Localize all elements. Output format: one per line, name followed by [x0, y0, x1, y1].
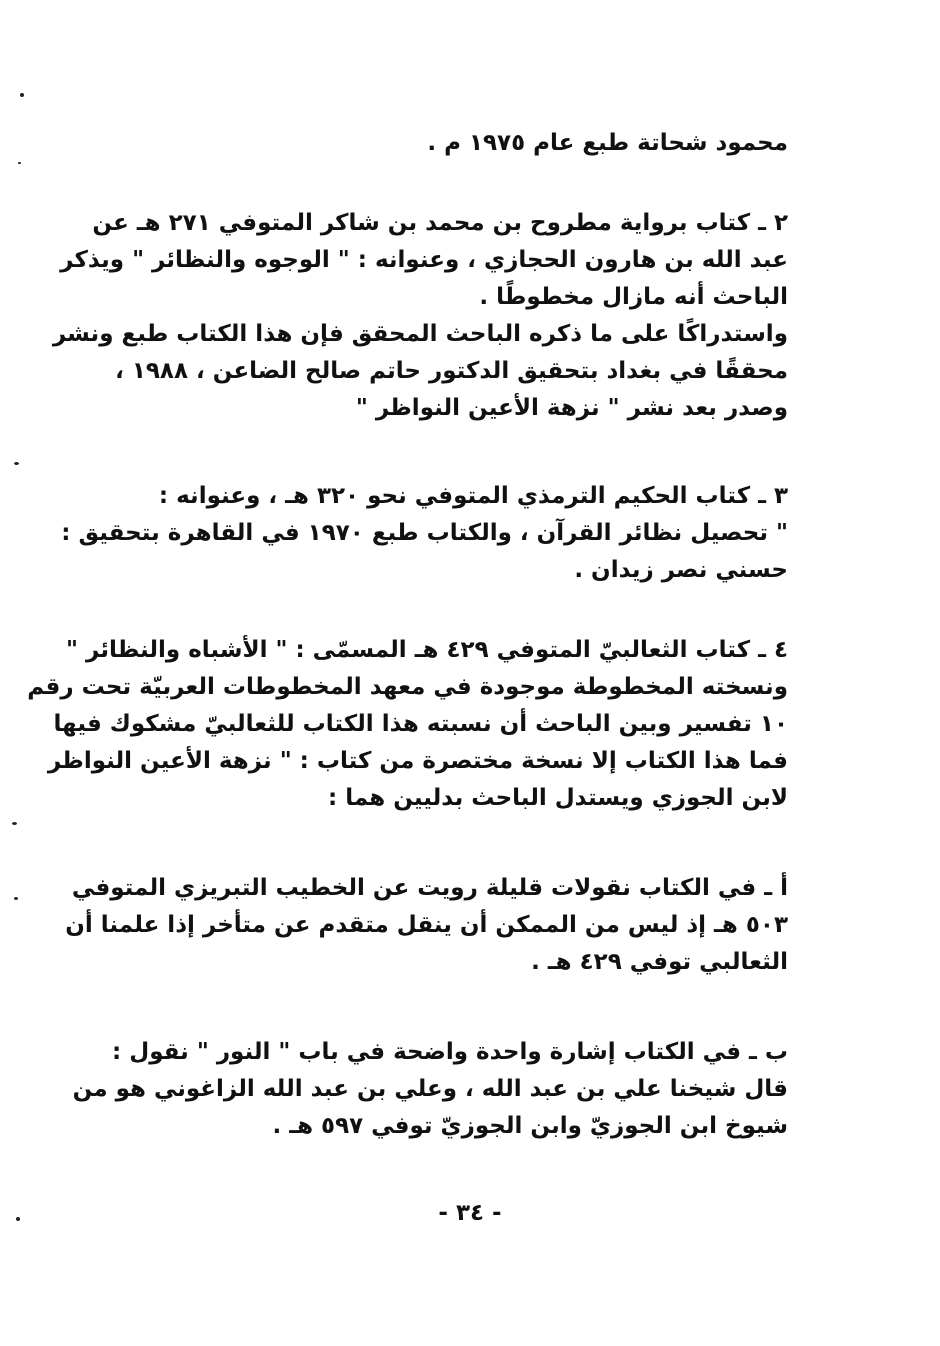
- text-line: شيوخ ابن الجوزيّ وابن الجوزيّ توفي ٥٩٧ هـ .: [272, 1113, 788, 1139]
- scan-speck: [14, 462, 19, 465]
- paragraph-1: [52, 205, 788, 427]
- text-line: محققًا في بغداد بتحقيق الدكتور حاتم صالح الضاعن ، ١٩٨٨ ،: [115, 358, 788, 384]
- paragraph-5: [72, 1034, 788, 1145]
- text-line: عبد الله بن هارون الحجازي ، وعنوانه : " الوجوه والنظائر " ويذكر: [60, 247, 788, 273]
- text-line: ٥٠٣ هـ إذ ليس من الممكن أن ينقل متقدم عن متأخر إذا علمنا أن: [65, 912, 788, 938]
- scan-speck: [16, 1217, 20, 1221]
- text-line: أ ـ في الكتاب نقولات قليلة رويت عن الخطيب التبريزي المتوفي: [71, 875, 788, 901]
- text-line: ٤ ـ كتاب الثعالبيّ المتوفي ٤٢٩ هـ المسمّى : " الأشباه والنظائر ": [66, 637, 788, 663]
- paragraph-4: [65, 870, 788, 981]
- text-line: فما هذا الكتاب إلا نسخة مختصرة من كتاب : " نزهة الأعين النواظر: [47, 748, 788, 774]
- text-line: ٢ ـ كتاب برواية مطروح بن محمد بن شاكر المتوفي ٢٧١ هـ عن: [92, 210, 788, 236]
- text-line: الثعالبي توفي ٤٢٩ هـ .: [531, 949, 788, 975]
- paragraph-0: [128, 125, 788, 162]
- text-line: قال شيخنا علي بن عبد الله ، وعلي بن عبد الله الزاغوني هو من: [72, 1076, 788, 1102]
- text-line: ونسخته المخطوطة موجودة في معهد المخطوطات العربيّة تحت رقم: [27, 674, 788, 700]
- text-line: واستدراكًا على ما ذكره الباحث المحقق فإن هذا الكتاب طبع ونشر: [52, 321, 788, 347]
- scan-speck: [20, 93, 24, 97]
- text-line: محمود شحاتة طبع عام ١٩٧٥ م .: [427, 130, 788, 156]
- text-line: حسني نصر زيدان .: [574, 557, 788, 583]
- text-line: وصدر بعد نشر " نزهة الأعين النواظر ": [355, 395, 788, 421]
- scan-speck: [18, 162, 21, 164]
- paragraph-3: [27, 632, 788, 817]
- text-line: الباحث أنه مازال مخطوطًا .: [479, 284, 788, 310]
- text-line: ب ـ في الكتاب إشارة واحدة واضحة في باب " النور " نقول :: [112, 1039, 788, 1065]
- page-number: - ٣٤ -: [438, 1200, 502, 1226]
- scan-speck: [14, 897, 18, 900]
- paragraph-2: [61, 478, 788, 589]
- text-line: ١٠ تفسير وبين الباحث أن نسبته هذا الكتاب للثعالبيّ مشكوك فيها: [53, 711, 788, 737]
- scan-speck: [12, 822, 17, 825]
- text-line: لابن الجوزي ويستدل الباحث بدليين هما :: [327, 785, 788, 811]
- text-line: " تحصيل نظائر القرآن ، والكتاب طبع ١٩٧٠ في القاهرة بتحقيق :: [61, 520, 788, 546]
- text-line: ٣ ـ كتاب الحكيم الترمذي المتوفي نحو ٣٢٠ هـ ، وعنوانه :: [158, 483, 788, 509]
